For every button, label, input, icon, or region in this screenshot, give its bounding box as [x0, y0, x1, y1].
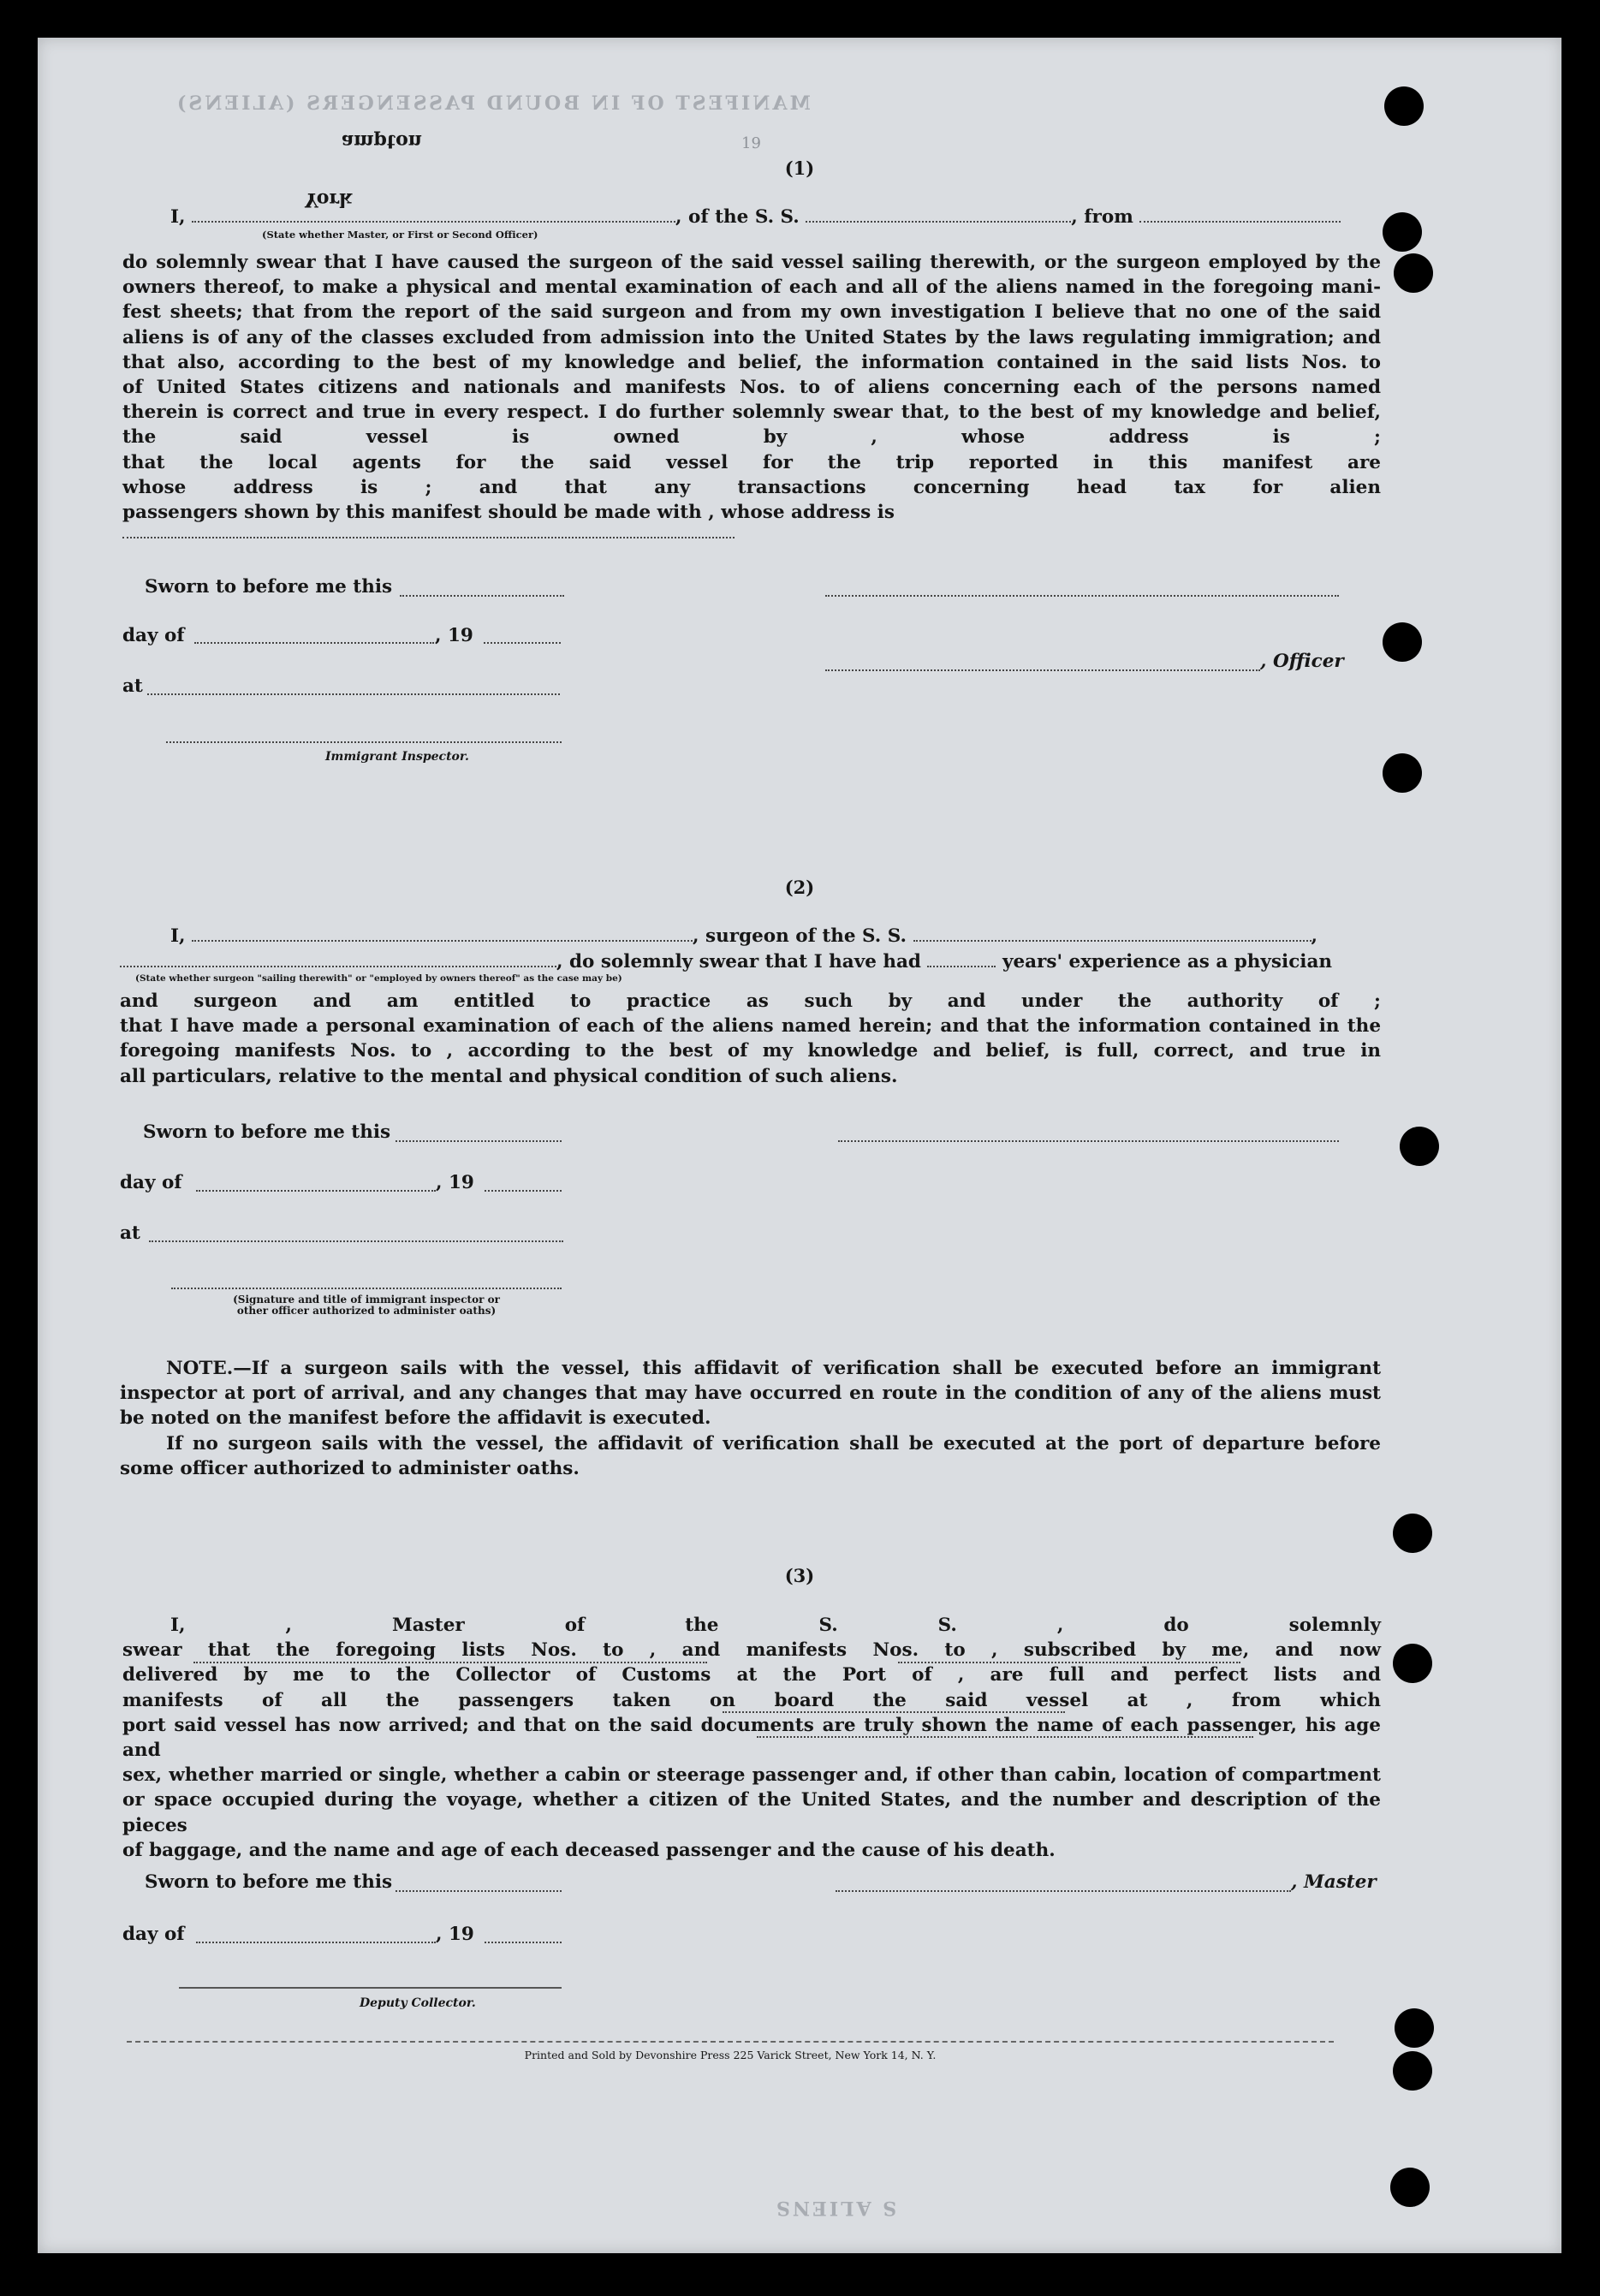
s1-at-label: at: [122, 675, 143, 697]
s2-sworn-label: Sworn to before me this: [143, 1121, 391, 1143]
s3-sworn-field[interactable]: [396, 1890, 562, 1892]
punch-hole: [1390, 2168, 1430, 2207]
punch-hole: [1384, 86, 1424, 126]
verification-note: NOTE.—If a surgeon sails with the vessel, this affidavit of verification shall be executed before an immigrant inspector at port of arrival, and any changes that may have occurred en route in the condition of any of the aliens must be noted on the manifest before the affidavit is executed. If no surgeon sails with the vessel, the affidavit of verification shall be executed at the port of departure before some officer authorized to administer oaths.: [120, 1358, 1381, 1479]
punch-hole: [1400, 1127, 1439, 1166]
s3-port-field[interactable]: [723, 1711, 1065, 1713]
s2-day-field[interactable]: [196, 1190, 436, 1192]
printer-imprint: Printed and Sold by Devonshire Press 225 Varick Street, New York 14, N. Y.: [524, 2049, 937, 2061]
s1-officer-caption: (State whether Master, or First or Second Officer): [262, 229, 538, 241]
s3-deputy-caption: Deputy Collector.: [360, 1996, 476, 2010]
s2-at-field[interactable]: [149, 1240, 563, 1242]
section-3-number: (3): [784, 1565, 815, 1586]
punch-hole: [1394, 253, 1433, 293]
s2-signature-caption: (Signature and title of immigrant inspector or other officer authorized to administer oaths): [233, 1294, 500, 1317]
s2-inspector-signature-line[interactable]: [171, 1288, 562, 1289]
s1-year-label: , 19: [435, 625, 473, 646]
s1-day-field[interactable]: [194, 642, 434, 644]
s2-line-2: , do solemnly swear that I have had years' experience as a physician: [120, 951, 1378, 973]
s1-officer-signature-line[interactable]: [825, 595, 1339, 597]
s2-signature-line[interactable]: [838, 1140, 1339, 1142]
s3-year-field[interactable]: [485, 1942, 562, 1943]
punch-hole: [1395, 2008, 1434, 2048]
s1-first-line: I, , of the S. S. , from: [170, 206, 1377, 228]
s1-inspector-caption: Immigrant Inspector.: [325, 750, 469, 764]
punch-hole: [1383, 753, 1422, 793]
s3-affidavit-body: I, , Master of the S. S. , do solemnly swear that the foregoing lists Nos. to , and manifests Nos. to , subscribed by me, and now delivered by me to the Collector of Customs at the Port of , are full and perfect lists and manifests of all the passengers taken on board the said vessel at , from which port said vessel has now arrived; and that on the said documents are truly shown the name of each passenger, his age and sex, whether married or single, whether a cabin or steerage passenger and, if other than cabin, location of compartment or space occupied during the voyage, whether a citizen of the United States, and the number and description of the pieces of baggage, and the name and age of each deceased passenger and the cause of his death.: [122, 1615, 1381, 1861]
s3-departure-port-field[interactable]: [757, 1736, 1253, 1738]
punch-hole: [1383, 622, 1422, 662]
s1-address-line: [122, 537, 735, 538]
s1-at-field[interactable]: [147, 693, 560, 695]
s3-year-label: , 19: [436, 1924, 474, 1945]
s2-at-label: at: [120, 1222, 140, 1244]
s2-sworn-field[interactable]: [396, 1140, 562, 1142]
punch-hole: [1393, 1644, 1432, 1683]
punch-hole: [1383, 212, 1422, 252]
s1-affidavit-body: do solemnly swear that I have caused the surgeon of the said vessel sailing therewith, or the surgeon employed by the owners thereof, to make a physical and mental examination of each and all of the aliens named in the foregoing mani- fest sheets; that from the report of the said surgeon and from my own investigation I believe that no one of the said aliens is of any of the classes excluded from admission into the United States by the laws regulating immigration; and that also, according to the best of my knowledge and belief, the information contained in the said lists Nos. to of United States citizens and nationals and manifests Nos. to of aliens concerning each of the persons named therein is correct and true in every respect. I do further solemnly swear that, to the best of my knowledge and belief, the said vessel is owned by , whose address is ; that the local agents for the said vessel for the trip reported in this manifest are whose address is ; and that any transactions concerning head tax for alien passengers shown by this manifest should be made with , whose address is: [122, 252, 1381, 524]
s2-line-1: I, , surgeon of the S. S. ,: [170, 925, 1318, 947]
s2-year-field[interactable]: [485, 1190, 562, 1192]
footer-rule: [127, 2041, 1334, 2043]
s1-officer-line[interactable]: [825, 669, 1260, 671]
s3-day-field[interactable]: [196, 1942, 436, 1943]
s2-day-of-label: day of: [120, 1172, 182, 1193]
s1-inspector-signature-line[interactable]: [166, 741, 562, 743]
s3-master-signature-line[interactable]: [836, 1890, 1291, 1892]
s1-sworn-label: Sworn to before me this: [145, 576, 393, 598]
s3-master-name-field[interactable]: [193, 1662, 707, 1663]
s2-surgeon-caption: (State whether surgeon "sailing therewith" or "employed by owners thereof" as the case may be): [135, 973, 622, 984]
stamp-fragment-ampton: ampton: [342, 130, 422, 152]
header-year-prefix: 19: [741, 134, 761, 152]
s2-affidavit-body: and surgeon and am entitled to practice as such by and under the authority of ; that I have made a personal examination of each of the aliens named herein; and that the information contained in the foregoing manifests Nos. to , according to the best of my knowledge and belief, is full, correct, and true in all particulars, relative to the mental and physical condition of such aliens.: [120, 990, 1381, 1087]
bleed-through-bottom: S ALIENS: [774, 2197, 897, 2219]
s1-year-field[interactable]: [484, 642, 561, 644]
s3-ship-field[interactable]: [898, 1662, 1240, 1663]
section-2-number: (2): [784, 877, 815, 898]
s1-day-of-label: day of: [122, 625, 185, 646]
s3-day-of-label: day of: [122, 1924, 185, 1945]
s1-officer-label: , Officer: [1260, 651, 1344, 672]
stamp-fragment-york: York: [305, 188, 353, 211]
s3-master-label: , Master: [1291, 1871, 1377, 1893]
punch-hole: [1393, 2051, 1432, 2091]
s1-sworn-field[interactable]: [400, 595, 564, 597]
s3-sworn-label: Sworn to before me this: [145, 1871, 393, 1893]
manifest-back-page: [38, 38, 1561, 2253]
s2-year-label: , 19: [436, 1172, 474, 1193]
punch-hole: [1393, 1514, 1432, 1553]
s3-deputy-signature-line[interactable]: [179, 1987, 562, 1989]
mirrored-header-bleed: MANIFEST OF IN BOUND PASSENGERS (ALIENS): [175, 92, 811, 115]
section-1-number: (1): [784, 158, 815, 179]
